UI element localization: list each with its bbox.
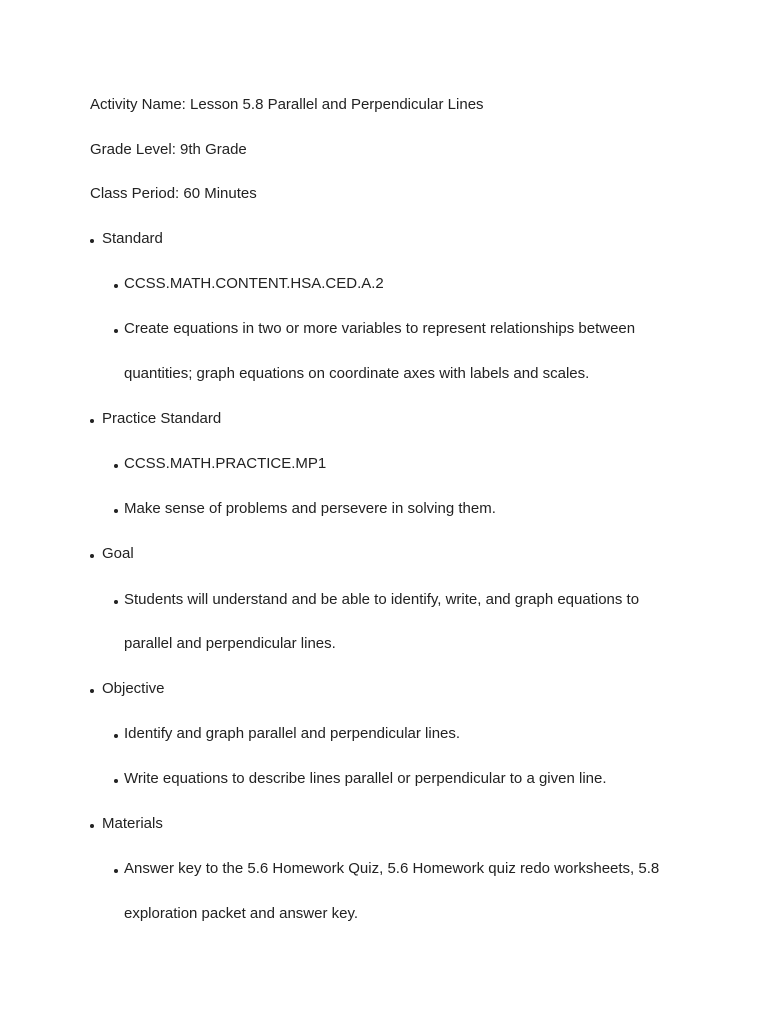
list-item-continuation: quantities; graph equations on coordinate axes with labels and scales. <box>124 365 590 382</box>
list-item: CCSS.MATH.PRACTICE.MP1 <box>124 455 327 472</box>
list-item: CCSS.MATH.CONTENT.HSA.CED.A.2 <box>124 275 384 292</box>
bullet-icon <box>114 329 118 333</box>
list-item: Identify and graph parallel and perpendicular lines. <box>124 725 461 742</box>
list-item-continuation: exploration packet and answer key. <box>124 905 359 922</box>
class-period: Class Period: 60 Minutes <box>90 185 257 202</box>
bullet-icon <box>114 464 118 468</box>
list-item: Write equations to describe lines parallel or perpendicular to a given line. <box>124 770 607 787</box>
bullet-icon <box>114 509 118 513</box>
bullet-icon <box>114 284 118 288</box>
list-item-continuation: parallel and perpendicular lines. <box>124 635 336 652</box>
bullet-icon <box>90 239 94 243</box>
section-title-objective: Objective <box>102 680 165 697</box>
bullet-icon <box>90 419 94 423</box>
list-item: Answer key to the 5.6 Homework Quiz, 5.6 Homework quiz redo worksheets, 5.8 <box>124 860 660 877</box>
bullet-icon <box>114 734 118 738</box>
list-item: Make sense of problems and persevere in solving them. <box>124 500 496 517</box>
bullet-icon <box>114 869 118 873</box>
section-title-goal: Goal <box>102 545 134 562</box>
bullet-icon <box>90 689 94 693</box>
bullet-icon <box>114 779 118 783</box>
bullet-icon <box>114 600 118 604</box>
bullet-icon <box>90 554 94 558</box>
bullet-icon <box>90 824 94 828</box>
section-title-standard: Standard <box>102 230 163 247</box>
activity-name: Activity Name: Lesson 5.8 Parallel and Perpendicular Lines <box>90 96 484 113</box>
section-title-materials: Materials <box>102 815 163 832</box>
list-item: Students will understand and be able to identify, write, and graph equations to <box>124 591 640 608</box>
section-title-practice-standard: Practice Standard <box>102 410 222 427</box>
list-item: Create equations in two or more variables to represent relationships between <box>124 320 636 337</box>
grade-level: Grade Level: 9th Grade <box>90 141 247 158</box>
